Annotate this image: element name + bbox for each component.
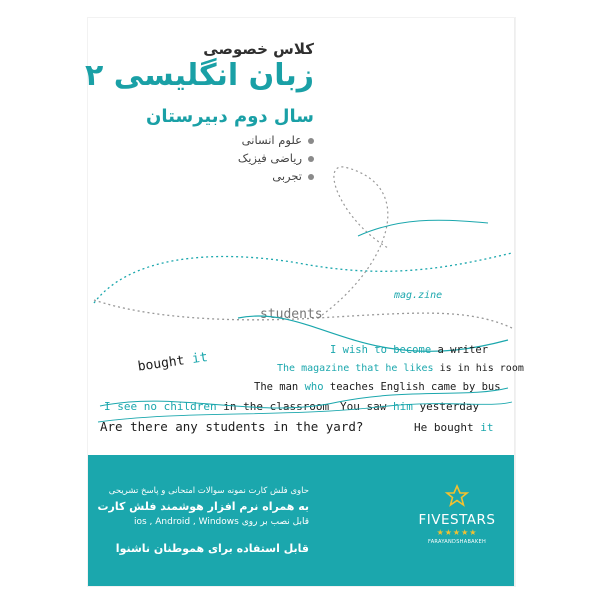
sentence-saw: You saw him yesterday	[340, 400, 480, 413]
title-subtitle: کلاس خصوصی	[203, 40, 314, 58]
teal-swash	[358, 220, 488, 236]
sentence-children: I see no children in the classroom	[104, 400, 330, 413]
sentence-he-bought: He bought it	[414, 421, 494, 434]
band-line-contents: حاوی فلش کارت نمونه سوالات امتحانی و پاسخ تشریحی	[108, 486, 309, 496]
sentence-wish: I wish to become a writer	[330, 344, 489, 356]
word-students: students	[260, 307, 323, 322]
logo-brand: FARAYANDSHABAKEH	[427, 539, 487, 545]
field-item: علوم انسانی	[238, 131, 314, 149]
band-line-software: به همراه نرم افزار هوشمند فلش کارت	[97, 500, 309, 513]
sentence-man: The man who teaches English came by bus	[254, 381, 501, 393]
info-band	[88, 455, 514, 586]
band-text	[97, 483, 309, 558]
book-cover	[85, 18, 524, 586]
fivestars-logo	[412, 485, 502, 546]
band-line-deaf: قابل استفاده برای هموطنان ناشنوا	[115, 542, 309, 555]
logo-stars: ★★★★★	[436, 528, 478, 537]
dotted-loop	[318, 167, 388, 318]
title-grade: سال دوم دبیرستان	[146, 106, 314, 127]
star-mark-icon	[446, 485, 468, 507]
logo-name: FIVESTARS	[418, 512, 496, 528]
band-line-platforms: قابل نصب بر روی ios , Android , Windows	[133, 517, 309, 527]
phrase-bought: bought it	[136, 349, 209, 375]
field-item: تجربی	[238, 167, 314, 185]
dotted-curve-teal	[94, 253, 512, 303]
sentence-yard: Are there any students in the yard?	[100, 419, 364, 434]
handwriting-artwork	[88, 18, 524, 455]
sentence-magazine: The magazine that he likes is in his room	[277, 363, 524, 374]
word-magazine: mag.zine	[394, 290, 443, 301]
title-main: زبان انگلیسی ۲	[85, 58, 314, 93]
field-item: ریاضی فیزیک	[238, 149, 314, 167]
star-logo-icon	[412, 485, 502, 512]
